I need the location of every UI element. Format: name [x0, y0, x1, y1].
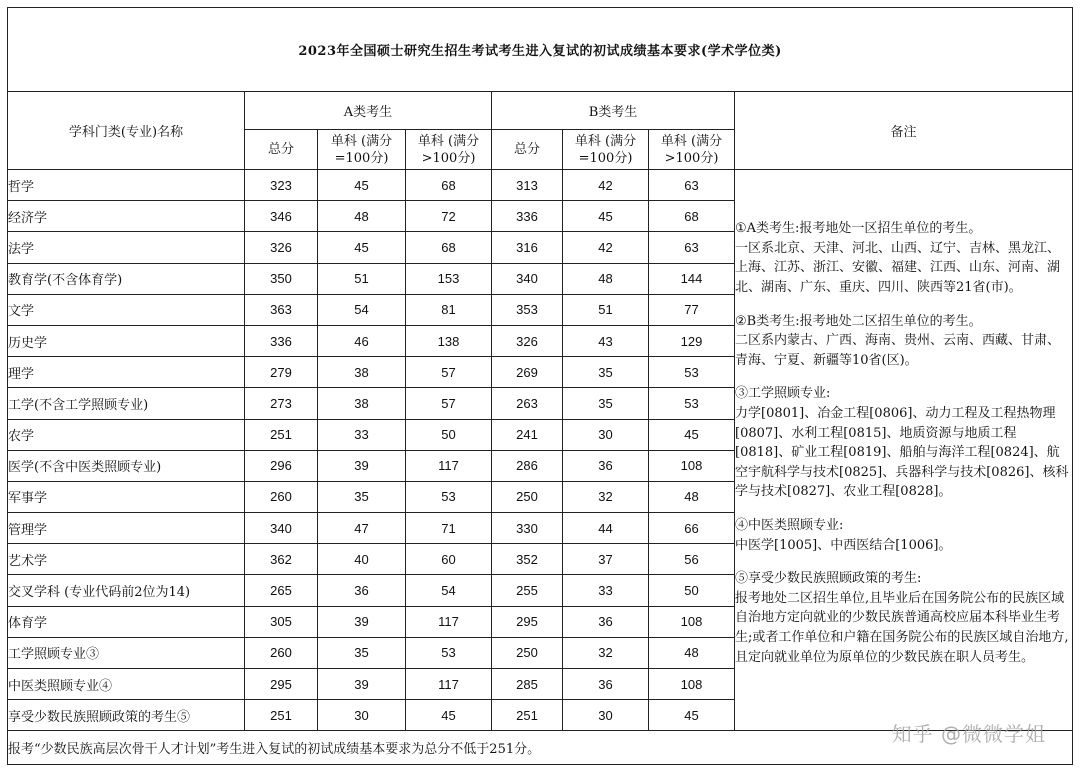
notes-cell: [735, 170, 1073, 731]
header-b-single-100-line1: 单科 (满分: [574, 133, 637, 149]
score-a-total: 336: [245, 325, 318, 356]
note-block: [735, 219, 1072, 297]
score-b-total: 250: [492, 637, 563, 668]
header-b-single-gt100-line1: 单科 (满分: [660, 133, 723, 149]
header-a-total: 总分: [245, 130, 318, 170]
header-subject-name: 学科门类(专业)名称: [8, 92, 245, 170]
score-a-total: 326: [245, 232, 318, 263]
score-b-s1: 43: [563, 325, 649, 356]
subject-name: 军事学: [8, 481, 245, 512]
score-a-s1: 47: [318, 513, 406, 544]
footer-note: 报考“少数民族高层次骨干人才计划”考生进入复试的初试成绩基本要求为总分不低于251分。: [8, 731, 1073, 765]
note-line: ②B类考生:报考地处二区招生单位的考生。: [735, 313, 982, 329]
score-b-total: 353: [492, 294, 563, 325]
subject-name: 法学: [8, 232, 245, 263]
note-line: 力学[0801]、冶金工程[0806]、动力工程及工程热物理[0807]、水利工程[0815]、地质资源与地质工程[0818]、矿业工程[0819]、船舶与海洋工程[0824]、航空宇航科学与技术[0825]、兵器科学与技术[0826]、核科学与技术[0827]、农业工程[0828]。: [735, 406, 1069, 500]
score-a-total: 346: [245, 201, 318, 232]
header-group-a: A类考生: [245, 92, 492, 130]
subject-name: 工学(不含工学照顾专业): [8, 388, 245, 419]
score-b-total: 241: [492, 419, 563, 450]
subject-name: 经济学: [8, 201, 245, 232]
score-a-total: 260: [245, 481, 318, 512]
score-b-s1: 30: [563, 419, 649, 450]
score-a-s2: 138: [406, 325, 492, 356]
header-group-b: B类考生: [492, 92, 735, 130]
score-a-total: 340: [245, 513, 318, 544]
header-b-single-gt100-line2: >100分): [664, 150, 719, 166]
score-b-total: 352: [492, 544, 563, 575]
score-b-s2: 108: [649, 450, 735, 481]
score-a-s1: 54: [318, 294, 406, 325]
score-a-s2: 57: [406, 388, 492, 419]
subject-name: 艺术学: [8, 544, 245, 575]
watermark: 知乎 @微微学姐: [891, 722, 1046, 746]
score-b-total: 286: [492, 450, 563, 481]
subject-name: 享受少数民族照顾政策的考生⑤: [8, 700, 245, 731]
score-a-total: 251: [245, 419, 318, 450]
note-line: ⑤享受少数民族照顾政策的考生:: [735, 571, 922, 587]
score-b-s1: 44: [563, 513, 649, 544]
note-line: 中医学[1005]、中西医结合[1006]。: [735, 537, 952, 553]
note-line: ①A类考生:报考地处一区招生单位的考生。: [735, 221, 982, 237]
score-b-s2: 53: [649, 388, 735, 419]
note-block: [735, 384, 1072, 502]
score-a-s1: 36: [318, 575, 406, 606]
header-a-single-gt100-line1: 单科 (满分: [417, 133, 480, 149]
score-b-total: 316: [492, 232, 563, 263]
score-b-s1: 42: [563, 232, 649, 263]
score-a-s2: 117: [406, 606, 492, 637]
score-a-s2: 117: [406, 669, 492, 700]
score-b-s1: 51: [563, 294, 649, 325]
score-a-total: 265: [245, 575, 318, 606]
score-b-s2: 45: [649, 419, 735, 450]
score-b-total: 269: [492, 357, 563, 388]
header-b-single-100-line2: =100分): [578, 150, 633, 166]
score-b-total: 340: [492, 263, 563, 294]
score-b-s2: 48: [649, 637, 735, 668]
header-notes: 备注: [735, 92, 1073, 170]
score-b-s1: 37: [563, 544, 649, 575]
score-b-s1: 35: [563, 357, 649, 388]
score-b-total: 313: [492, 170, 563, 201]
score-b-s1: 32: [563, 481, 649, 512]
score-a-s2: 60: [406, 544, 492, 575]
score-b-s1: 48: [563, 263, 649, 294]
score-b-total: 255: [492, 575, 563, 606]
subject-name: 管理学: [8, 513, 245, 544]
score-b-s1: 42: [563, 170, 649, 201]
header-b-single-100: [563, 130, 649, 170]
score-a-s2: 53: [406, 637, 492, 668]
score-a-s2: 117: [406, 450, 492, 481]
score-a-s2: 81: [406, 294, 492, 325]
header-a-single-100-line2: =100分): [334, 150, 389, 166]
score-b-total: 330: [492, 513, 563, 544]
score-b-s2: 63: [649, 170, 735, 201]
score-b-s1: 30: [563, 700, 649, 731]
score-a-s1: 30: [318, 700, 406, 731]
score-a-s1: 48: [318, 201, 406, 232]
score-b-total: 263: [492, 388, 563, 419]
score-a-total: 305: [245, 606, 318, 637]
score-a-total: 323: [245, 170, 318, 201]
score-a-s2: 50: [406, 419, 492, 450]
score-b-s2: 108: [649, 606, 735, 637]
score-b-s2: 68: [649, 201, 735, 232]
subject-name: 医学(不含中医类照顾专业): [8, 450, 245, 481]
score-a-s2: 54: [406, 575, 492, 606]
score-b-total: 326: [492, 325, 563, 356]
subject-name: 历史学: [8, 325, 245, 356]
page-title: 2023年全国硕士研究生招生考试考生进入复试的初试成绩基本要求(学术学位类): [8, 8, 1073, 92]
header-a-single-100-line1: 单科 (满分: [330, 133, 393, 149]
header-b-total: 总分: [492, 130, 563, 170]
table-body: [8, 170, 1073, 731]
score-a-total: 296: [245, 450, 318, 481]
score-a-s1: 35: [318, 481, 406, 512]
score-a-total: 260: [245, 637, 318, 668]
header-a-single-100: [318, 130, 406, 170]
score-b-s1: 45: [563, 201, 649, 232]
score-a-s2: 53: [406, 481, 492, 512]
score-a-s1: 45: [318, 170, 406, 201]
score-a-s1: 38: [318, 357, 406, 388]
score-a-s2: 153: [406, 263, 492, 294]
score-b-total: 251: [492, 700, 563, 731]
score-b-s2: 48: [649, 481, 735, 512]
note-block: [735, 516, 1072, 555]
score-a-s1: 39: [318, 669, 406, 700]
score-a-s1: 40: [318, 544, 406, 575]
score-b-s2: 45: [649, 700, 735, 731]
note-line: 二区系内蒙古、广西、海南、贵州、云南、西藏、甘肃、青海、宁夏、新疆等10省(区)。: [735, 333, 1061, 368]
note-block: [735, 569, 1072, 667]
score-b-s2: 66: [649, 513, 735, 544]
subject-name: 工学照顾专业③: [8, 637, 245, 668]
subject-name: 教育学(不含体育学): [8, 263, 245, 294]
score-a-total: 251: [245, 700, 318, 731]
score-a-s2: 71: [406, 513, 492, 544]
score-b-s1: 36: [563, 606, 649, 637]
subject-name: 交叉学科 (专业代码前2位为14): [8, 575, 245, 606]
score-a-s1: 46: [318, 325, 406, 356]
score-a-s2: 57: [406, 357, 492, 388]
subject-name: 哲学: [8, 170, 245, 201]
subject-name: 体育学: [8, 606, 245, 637]
score-b-s2: 108: [649, 669, 735, 700]
score-a-total: 363: [245, 294, 318, 325]
score-a-s1: 38: [318, 388, 406, 419]
score-table: [7, 7, 1073, 765]
score-b-s2: 144: [649, 263, 735, 294]
subject-name: 理学: [8, 357, 245, 388]
score-b-s2: 56: [649, 544, 735, 575]
score-a-s2: 68: [406, 170, 492, 201]
score-a-s2: 68: [406, 232, 492, 263]
score-a-s2: 72: [406, 201, 492, 232]
score-a-s1: 39: [318, 606, 406, 637]
note-line: 一区系北京、天津、河北、山西、辽宁、吉林、黑龙江、上海、江苏、浙江、安徽、福建、江西、山东、河南、湖北、湖南、广东、重庆、四川、陕西等21省(市)。: [735, 240, 1061, 296]
score-a-s2: 45: [406, 700, 492, 731]
score-b-s2: 53: [649, 357, 735, 388]
score-b-total: 336: [492, 201, 563, 232]
subject-name: 中医类照顾专业④: [8, 669, 245, 700]
note-block: [735, 312, 1072, 371]
score-b-s2: 50: [649, 575, 735, 606]
table-row: [8, 170, 1073, 201]
score-a-total: 273: [245, 388, 318, 419]
score-b-s1: 36: [563, 669, 649, 700]
score-a-total: 362: [245, 544, 318, 575]
score-a-total: 295: [245, 669, 318, 700]
score-b-s1: 36: [563, 450, 649, 481]
score-b-total: 285: [492, 669, 563, 700]
score-a-s1: 51: [318, 263, 406, 294]
subject-name: 文学: [8, 294, 245, 325]
note-line: ④中医类照顾专业:: [735, 517, 844, 533]
score-a-total: 279: [245, 357, 318, 388]
score-a-total: 350: [245, 263, 318, 294]
score-b-total: 295: [492, 606, 563, 637]
note-line: ③工学照顾专业:: [735, 386, 831, 402]
score-b-s2: 63: [649, 232, 735, 263]
score-b-total: 250: [492, 481, 563, 512]
note-line: 报考地处二区招生单位,且毕业后在国务院公布的民族区域自治地方定向就业的少数民族普通高校应届本科毕业生考生;或者工作单位和户籍在国务院公布的民族区域自治地方,且定向就业单位为原单位的少数民族在职人员考生。: [735, 590, 1069, 665]
score-b-s1: 33: [563, 575, 649, 606]
score-b-s2: 77: [649, 294, 735, 325]
score-b-s1: 35: [563, 388, 649, 419]
header-b-single-gt100: [649, 130, 735, 170]
score-a-s1: 33: [318, 419, 406, 450]
score-a-s1: 39: [318, 450, 406, 481]
subject-name: 农学: [8, 419, 245, 450]
score-b-s2: 129: [649, 325, 735, 356]
score-a-s1: 45: [318, 232, 406, 263]
score-b-s1: 32: [563, 637, 649, 668]
header-a-single-gt100: [406, 130, 492, 170]
header-a-single-gt100-line2: >100分): [421, 150, 476, 166]
score-a-s1: 35: [318, 637, 406, 668]
